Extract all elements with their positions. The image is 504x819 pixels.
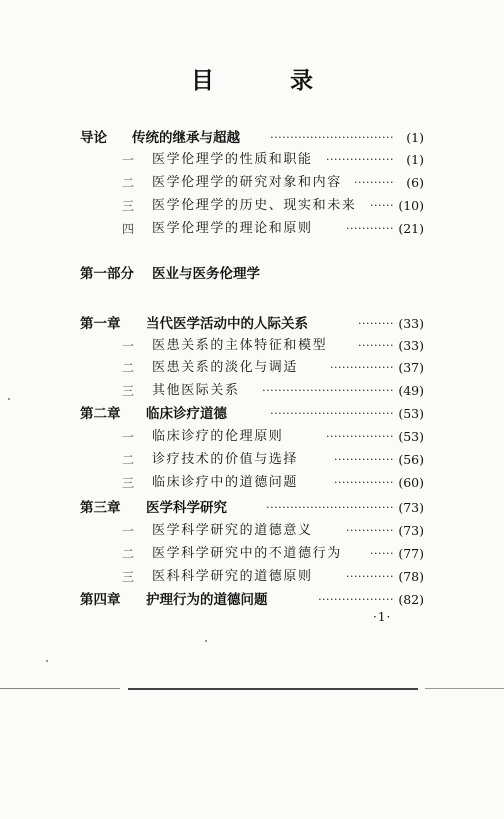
toc-page-number: (53) (398, 406, 424, 421)
toc-entry (0, 263, 504, 285)
toc-entry-label: 第三章 (80, 500, 121, 516)
toc-page-number: (73) (398, 500, 424, 515)
toc-leader-dots: ··················· (318, 593, 394, 606)
toc-entry-title: 医学科学研究 (146, 500, 227, 516)
toc-entry-title: 医学科学研究中的不道德行为 (152, 546, 342, 561)
toc-entry-title: 医学伦理学的研究对象和内容 (152, 175, 342, 190)
scan-speck (205, 640, 207, 642)
toc-entry (0, 218, 504, 240)
toc-leader-dots: ············ (346, 524, 394, 537)
toc-entry (0, 195, 504, 217)
toc-page-number: (60) (398, 475, 424, 490)
toc-leader-dots: ······························· (270, 131, 394, 144)
toc-entry-label: 三 (122, 199, 135, 213)
toc-entry (0, 172, 504, 194)
toc-leader-dots: ··············· (334, 476, 394, 489)
toc-entry (0, 589, 504, 611)
toc-entry-label: 二 (122, 453, 135, 467)
toc-entry (0, 403, 504, 425)
scan-rule-line (0, 688, 120, 689)
toc-entry-title: 医学伦理学的历史、现实和未来 (152, 198, 357, 213)
toc-entry-title: 当代医学活动中的人际关系 (146, 316, 308, 332)
toc-page-number: (33) (398, 316, 424, 331)
toc-entry (0, 149, 504, 171)
scan-rule-line (425, 688, 504, 689)
toc-leader-dots: ········· (358, 317, 394, 330)
toc-entry (0, 426, 504, 448)
toc-entry (0, 313, 504, 335)
toc-leader-dots: ································· (262, 384, 394, 397)
toc-page-number: (82) (398, 592, 424, 607)
toc-page-number: (77) (398, 546, 424, 561)
toc-entry-label: 一 (122, 430, 135, 444)
toc-entry-title: 医科科学研究的道德原则 (152, 569, 313, 584)
toc-entry-label: 二 (122, 547, 135, 561)
toc-entry-title: 医学科学研究的道德意义 (152, 523, 313, 538)
toc-entry-label: 第二章 (80, 406, 121, 422)
toc-leader-dots: ············ (346, 222, 394, 235)
toc-leader-dots: ·········· (354, 176, 394, 189)
toc-entry (0, 543, 504, 565)
toc-entry (0, 380, 504, 402)
toc-page-number: (1) (406, 130, 424, 145)
toc-entry-label: 二 (122, 176, 135, 190)
toc-leader-dots: ······························· (270, 407, 394, 420)
toc-page-number: (33) (398, 338, 424, 353)
toc-entry-title: 医学伦理学的理论和原则 (152, 221, 313, 236)
toc-leader-dots: ················ (330, 361, 394, 374)
toc-page-number: (21) (398, 221, 424, 236)
toc-entry-title: 医患关系的淡化与调适 (152, 360, 299, 375)
toc-entry-title: 临床诊疗的伦理原则 (152, 429, 284, 444)
footer-page-number: ·1· (373, 610, 392, 624)
toc-entry-label: 第四章 (80, 592, 121, 608)
toc-page-number: (73) (398, 523, 424, 538)
toc-entry-title: 其他医际关系 (152, 383, 240, 398)
toc-entry-title: 医业与医务伦理学 (152, 266, 260, 282)
toc-leader-dots: ································ (266, 501, 394, 514)
toc-entry-label: 导论 (80, 130, 107, 146)
toc-page-number: (1) (406, 152, 424, 167)
toc-entry-title: 传统的继承与超越 (132, 130, 240, 146)
toc-entry (0, 472, 504, 494)
toc-entry-title: 医学伦理学的性质和职能 (152, 152, 313, 167)
toc-leader-dots: ················· (326, 153, 394, 166)
toc-entry-label: 二 (122, 361, 135, 375)
toc-entry-label: 一 (122, 339, 135, 353)
toc-page-number: (56) (398, 452, 424, 467)
toc-entry (0, 127, 504, 149)
toc-page-number: (10) (398, 198, 424, 213)
toc-entry (0, 497, 504, 519)
toc-page-number: (37) (398, 360, 424, 375)
toc-page-number: (78) (398, 569, 424, 584)
toc-entry (0, 520, 504, 542)
toc-page-number: (6) (406, 175, 424, 190)
toc-entry-title: 护理行为的道德问题 (146, 592, 268, 608)
toc-leader-dots: ······ (370, 199, 394, 212)
toc-entry (0, 566, 504, 588)
toc-leader-dots: ········· (358, 339, 394, 352)
toc-entry-label: 四 (122, 222, 135, 236)
toc-entry (0, 357, 504, 379)
toc-entry (0, 449, 504, 471)
scan-speck (8, 398, 10, 400)
toc-entry-label: 三 (122, 476, 135, 490)
page-title: 目 录 (190, 68, 347, 94)
toc-entry (0, 335, 504, 357)
toc-leader-dots: ············ (346, 570, 394, 583)
toc-entry-label: 一 (122, 524, 135, 538)
scan-rule-line (128, 688, 418, 690)
toc-leader-dots: ······ (370, 547, 394, 560)
scan-speck (46, 660, 48, 662)
toc-entry-label: 三 (122, 384, 135, 398)
toc-entry-title: 临床诊疗道德 (146, 406, 227, 422)
toc-leader-dots: ················· (326, 430, 394, 443)
toc-entry-title: 医患关系的主体特征和模型 (152, 338, 328, 353)
toc-entry-label: 第一章 (80, 316, 121, 332)
toc-entry-title: 诊疗技术的价值与选择 (152, 452, 299, 467)
toc-page-number: (49) (398, 383, 424, 398)
toc-leader-dots: ··············· (334, 453, 394, 466)
toc-entry-title: 临床诊疗中的道德问题 (152, 475, 299, 490)
toc-page-number: (53) (398, 429, 424, 444)
toc-entry-label: 一 (122, 153, 135, 167)
toc-entry-label: 第一部分 (80, 266, 134, 282)
toc-entry-label: 三 (122, 570, 135, 584)
